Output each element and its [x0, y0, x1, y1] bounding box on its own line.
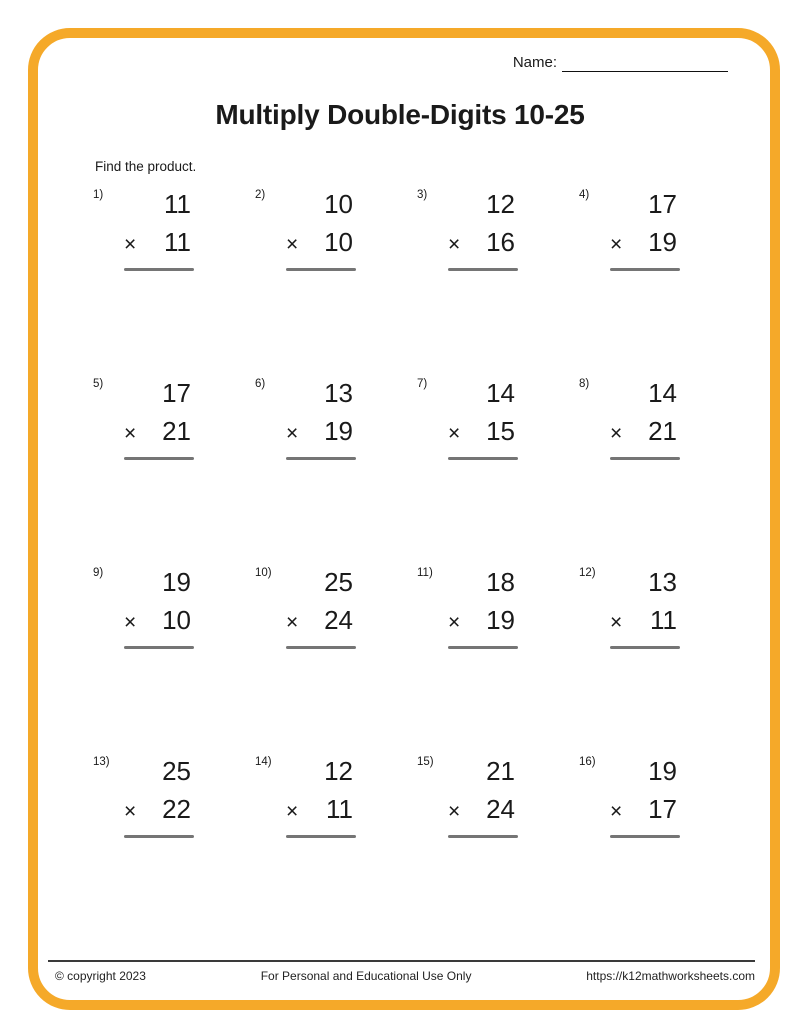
multiplicand: 19	[648, 756, 677, 786]
multiplier-row	[448, 224, 518, 262]
footer-usage: For Personal and Educational Use Only	[260, 969, 472, 983]
multiply-sign: ×	[124, 232, 137, 256]
problem-body	[286, 375, 356, 460]
multiplicand: 12	[486, 189, 515, 219]
problem-body	[286, 564, 356, 649]
multiplier-row	[610, 224, 680, 262]
multiplier-row	[610, 791, 680, 829]
multiplier-row	[286, 602, 356, 640]
multiplier-row	[448, 602, 518, 640]
problem-cell	[93, 564, 255, 753]
problem-body	[124, 753, 194, 838]
problem-cell	[579, 375, 741, 564]
problem-cell	[417, 753, 579, 942]
multiplicand: 10	[324, 189, 353, 219]
multiplier: 11	[164, 226, 191, 257]
answer-line	[124, 457, 194, 460]
problem-number: 8)	[579, 378, 590, 390]
answer-line	[124, 646, 194, 649]
problem-number: 5)	[93, 378, 104, 390]
multiplicand: 25	[162, 756, 191, 786]
multiplicand: 13	[648, 567, 677, 597]
multiplier: 21	[162, 415, 191, 446]
problem-number: 14)	[255, 756, 272, 768]
multiplier-row	[286, 791, 356, 829]
multiplier: 15	[486, 415, 515, 446]
answer-line	[286, 457, 356, 460]
problem-cell	[255, 753, 417, 942]
problem-body	[610, 564, 680, 649]
multiplier: 24	[486, 793, 515, 824]
footer-url: https://k12mathworksheets.com	[586, 969, 755, 983]
footer-divider	[48, 960, 755, 962]
multiplier-row	[610, 602, 680, 640]
multiplicand: 12	[324, 756, 353, 786]
problem-number: 10)	[255, 567, 272, 579]
multiplier-row	[286, 224, 356, 262]
problem-body	[448, 753, 518, 838]
multiply-sign: ×	[448, 610, 461, 634]
multiplier-row	[124, 413, 194, 451]
problem-cell	[417, 375, 579, 564]
multiplier: 10	[324, 226, 353, 257]
problem-number: 7)	[417, 378, 428, 390]
multiplicand: 19	[162, 567, 191, 597]
multiplicand: 18	[486, 567, 515, 597]
problem-number: 1)	[93, 189, 104, 201]
multiply-sign: ×	[124, 421, 137, 445]
multiplicand: 21	[486, 756, 515, 786]
problem-body	[286, 753, 356, 838]
multiplicand: 25	[324, 567, 353, 597]
answer-line	[286, 646, 356, 649]
problem-body	[610, 375, 680, 460]
multiply-sign: ×	[610, 421, 623, 445]
name-blank-line	[562, 54, 728, 72]
name-block	[513, 54, 728, 72]
multiplier-row	[124, 224, 194, 262]
problem-cell	[417, 186, 579, 375]
multiply-sign: ×	[610, 799, 623, 823]
multiply-sign: ×	[124, 799, 137, 823]
multiplier-row	[610, 413, 680, 451]
multiplier: 22	[162, 793, 191, 824]
multiply-sign: ×	[610, 232, 623, 256]
problem-number: 16)	[579, 756, 596, 768]
problem-body	[448, 186, 518, 271]
answer-line	[286, 268, 356, 271]
problem-cell	[255, 564, 417, 753]
problem-number: 6)	[255, 378, 266, 390]
answer-line	[124, 268, 194, 271]
multiplicand: 14	[486, 378, 515, 408]
problem-body	[448, 375, 518, 460]
multiplier: 11	[326, 793, 353, 824]
problem-body	[286, 186, 356, 271]
multiplier-row	[286, 413, 356, 451]
problem-cell	[417, 564, 579, 753]
problem-number: 11)	[417, 567, 433, 579]
multiplier-row	[448, 413, 518, 451]
multiplier: 19	[486, 604, 515, 635]
problem-number: 2)	[255, 189, 266, 201]
footer-copyright: © copyright 2023	[55, 969, 146, 983]
multiplier-row	[448, 791, 518, 829]
multiplicand: 14	[648, 378, 677, 408]
multiplier-row	[124, 602, 194, 640]
multiply-sign: ×	[286, 799, 299, 823]
problem-cell	[93, 753, 255, 942]
problem-cell	[255, 375, 417, 564]
answer-line	[286, 835, 356, 838]
multiply-sign: ×	[448, 421, 461, 445]
multiplier: 19	[648, 226, 677, 257]
multiplier: 10	[162, 604, 191, 635]
problem-cell	[579, 186, 741, 375]
answer-line	[448, 646, 518, 649]
page-title: Multiply Double-Digits 10-25	[215, 99, 585, 130]
multiply-sign: ×	[286, 610, 299, 634]
multiply-sign: ×	[610, 610, 623, 634]
answer-line	[610, 835, 680, 838]
problem-number: 12)	[579, 567, 596, 579]
multiplier: 24	[324, 604, 353, 635]
problem-body	[448, 564, 518, 649]
problem-number: 4)	[579, 189, 590, 201]
problem-cell	[579, 564, 741, 753]
instruction-text: Find the product.	[95, 159, 197, 174]
multiplier: 21	[648, 415, 677, 446]
multiplier: 16	[486, 226, 515, 257]
problem-number: 3)	[417, 189, 428, 201]
multiplier: 17	[648, 793, 677, 824]
problem-body	[610, 753, 680, 838]
problem-body	[610, 186, 680, 271]
multiply-sign: ×	[448, 232, 461, 256]
multiplicand: 13	[324, 378, 353, 408]
answer-line	[124, 835, 194, 838]
multiplier: 19	[324, 415, 353, 446]
answer-line	[610, 646, 680, 649]
answer-line	[610, 268, 680, 271]
multiplicand: 17	[648, 189, 677, 219]
answer-line	[448, 268, 518, 271]
problem-cell	[579, 753, 741, 942]
answer-line	[610, 457, 680, 460]
answer-line	[448, 835, 518, 838]
problem-cell	[93, 375, 255, 564]
problem-body	[124, 375, 194, 460]
multiply-sign: ×	[124, 610, 137, 634]
name-label: Name:	[512, 54, 557, 71]
multiply-sign: ×	[286, 232, 299, 256]
multiply-sign: ×	[286, 421, 299, 445]
problem-number: 13)	[93, 756, 110, 768]
answer-line	[448, 457, 518, 460]
multiplicand: 11	[164, 189, 191, 219]
multiplicand: 17	[162, 378, 191, 408]
multiply-sign: ×	[448, 799, 461, 823]
problem-number: 15)	[417, 756, 434, 768]
footer	[48, 969, 755, 983]
multiplier-row	[124, 791, 194, 829]
problem-body	[124, 564, 194, 649]
problem-number: 9)	[93, 567, 104, 579]
problem-body	[124, 186, 194, 271]
multiplier: 11	[650, 604, 677, 635]
problem-cell	[255, 186, 417, 375]
problem-cell	[93, 186, 255, 375]
problems-grid	[93, 186, 741, 942]
